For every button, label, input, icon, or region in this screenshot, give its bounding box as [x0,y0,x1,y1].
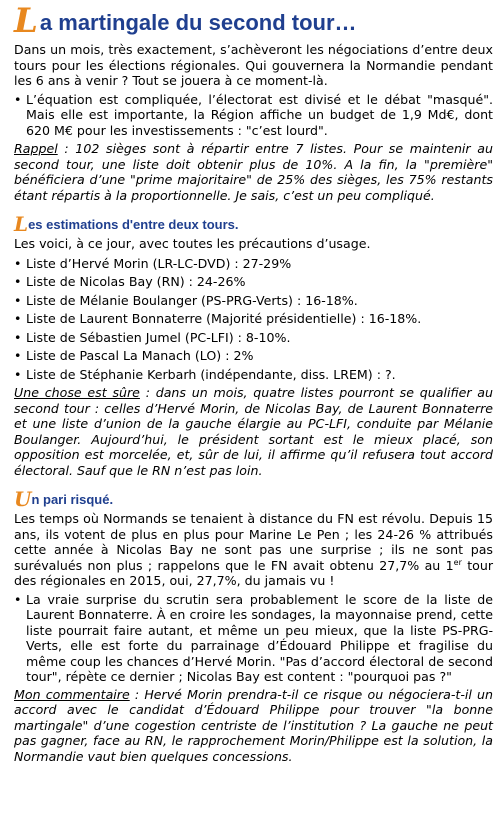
commentaire-paragraph [14,687,493,765]
section-drop-cap: U [14,487,32,511]
lists-block [14,256,493,383]
commentaire-text: : Hervé Morin prendra-t-il ce risque ou négociera-t-il un accord avec le candidat d’Édouard Philippe pour trouver "la bonne martingale" d’une cogestion centriste de l’institution ? La gauche ne peut pas gagner, face au RN, le rapprochement Morin/Philippe est la solution, la Normandie vaut bien quelques concessions. [14,686,494,764]
intro-bullet-text: L’équation est compliquée, l’électorat est divisé et le débat "masqué". Mais elle est importante, la Région affiche un budget de 1,9 Md€, dont 620 M€ pour les investissements : "c’est lourd". [26,91,493,138]
article-title [14,1,493,41]
title-text: a martingale du second tour… [39,10,357,35]
estimations-intro: Les voici, à ce jour, avec toutes les précautions d’usage. [14,236,371,251]
list-item [14,293,493,309]
list-item [14,274,493,290]
list-item [14,311,493,327]
section-heading-pari [14,487,493,511]
pari-bullet-text: La vraie surprise du scrutin sera probablement le score de la liste de Laurent Bonnaterre. À en croire les sondages, la mayonnaise prend, cette liste pourrait faire autant, et même un peu mieux, que la liste PS-PRG-Verts, elle est forte du parrainage d’Édouard Philippe et fragilise du même coup les chances d’Hervé Morin. "Pas d’accord électoral de second tour", répète ce dernier ; Nicolas Bay est content : "pourquoi pas ?" [26,591,493,684]
intro-bullet [14,92,493,139]
rappel-paragraph [14,141,493,203]
list-item [14,330,493,346]
chose-sure-label: Une chose est sûre [14,385,140,400]
pari-bullet [14,592,493,685]
list-item-text: Liste de Sébastien Jumel (PC-LFI) : 8-10%. [26,329,291,345]
list-item-text: Liste de Laurent Bonnaterre (Majorité présidentielle) : 16-18%. [26,311,422,326]
section-heading-estimations [14,212,493,236]
list-item [14,367,493,383]
title-drop-cap: L [14,1,38,41]
pari-text-b: tour des régionales en 2015, oui, 27,7%, du jamais vu ! [14,557,494,588]
bullet-dot: • [14,329,22,345]
list-item-text: Liste de Stéphanie Kerbarh (indépendante, diss. LREM) : ?. [26,366,396,382]
bullet-dot: • [14,348,22,363]
intro-paragraph: Dans un mois, très exactement, s’achèveront les négociations d’entre deux tours pour les élections régionales. Qui gouvernera la Normandie pendant les 6 ans à venir ? Tout se jouera à ce moment-là. [14,42,493,88]
list-item-text: Liste de Mélanie Boulanger (PS-PRG-Verts) : 16-18%. [26,292,358,308]
bullet-dot: • [14,255,22,271]
list-item-text: Liste de Nicolas Bay (RN) : 24-26% [26,274,246,289]
bullet-dot: • [14,311,22,326]
bullet-dot: • [14,274,22,289]
pari-sup: er [453,557,462,567]
section-heading-text: n pari risqué. [31,492,114,507]
bullet-dot: • [14,366,22,382]
list-item-text: Liste d’Hervé Morin (LR-LC-DVD) : 27-29% [26,255,292,271]
chose-sure-text: : dans un mois, quatre listes pourront se qualifier au second tour : celles d’Hervé Morin, de Nicolas Bay, de Laurent Bonnaterre et une liste d’union de la gauche élargie au PC-LFI, conduite par Mélanie Boulanger. Aujourd’hui, le président sortant est le mieux placé, son opposition est morcelée, et, sûr de lui, il affirme qu’il refusera tout accord électoral. Sauf que le RN n’est pas loin. [14,385,493,478]
chose-sure-paragraph [14,385,493,478]
list-item-text: Liste de Pascal La Manach (LO) : 2% [26,348,254,363]
list-item [14,348,493,364]
pari-paragraph [14,511,493,589]
commentaire-label: Mon commentaire [14,686,130,702]
pari-text-a: Les temps où Normands se tenaient à distance du FN est révolu. Depuis 15 ans, ils votent de plus en plus pour Marine Le Pen ; les 24-26 % attribués cette année à Nicolas Bay ne sont pas une surprise ; ils ne sont pas surévalués non plus ; rappelons que le FN avait obtenu 27,7% au 1 [14,511,493,573]
bullet-dot: • [14,591,22,607]
bullet-dot: • [14,91,22,107]
rappel-label: Rappel [14,141,58,156]
section-heading-text: es estimations d'entre deux tours. [28,217,239,232]
section-drop-cap: L [14,212,29,236]
bullet-dot: • [14,292,22,308]
list-item [14,256,493,272]
rappel-text: : 102 sièges sont à répartir entre 7 listes. Pour se maintenir au second tour, une liste doit obtenir plus de 10%. A la fin, la "première" bénéficiera d’une "prime majoritaire" de 25% des sièges, les 75% restants étant répartis à la proportionnelle. Je sais, c’est un peu compliqué. [14,141,493,203]
